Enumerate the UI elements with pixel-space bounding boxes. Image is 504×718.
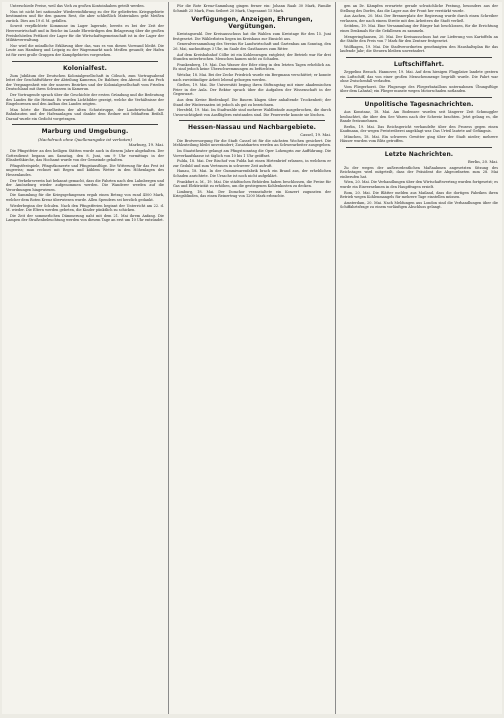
article-paragraph: Der Vortragende sprach über die Geschichte der ersten Gründung und die Bedeutung des Landes für die Heimat. Es wurden Lichtbilder gezeigt, welche die Verhältnisse der Eingeborenen und den Aufbau des Landes zeigten. [6, 92, 164, 107]
article-paragraph: Zeppelins Besuch. Hannover, 19. Mai. Auf dem hiesigen Flugplatze landete gestern ein Luftschiff, das von einer großen Menschenmenge begrüßt wurde. Die Fahrt war ohne Zwischenfall verlaufen. [340, 69, 498, 84]
section-divider [346, 57, 492, 58]
article-paragraph: Frankfurt a. M., 19. Mai. Die städtischen Behörden haben beschlossen, die Preise für Gas und Elektrizität zu erhöhen, um die gestiegenen Kohlenkosten zu decken. [173, 179, 331, 189]
article-paragraph: Die Pfingstfeier an den heiligen Stätten wurde auch in diesem Jahre abgehalten. Der Gottesdienst begann am Samstag, den 8. Juni, um 9 Uhr vormittags in der Elisabethkirche, das Hochamt wurde von der Gemeinde gehalten. [6, 149, 164, 163]
section-divider [12, 124, 158, 125]
dateline: Marburg, 19. Mai. [128, 142, 164, 148]
article-paragraph: Limburg, 18. Mai. Der Domchor veranstaltete ein Konzert zugunsten der Kriegsblinden, das einen Reinertrag von 1200 Mark erbrachte. [173, 189, 331, 199]
article-paragraph: Amsterdam, 20. Mai. Nach Meldungen aus London sind die Verhandlungen über die Schiffahrtsfrage zu einem vorläufigen Abschluss gelangt. [340, 200, 498, 210]
article-paragraph: Zum Jubiläum der Deutschen Kolonialgesellschaft in Cöbuch, zum Vortragsabend leitet der Geschäftsführer der Abteilung Kamerun, Dr. Baldner, den Abend. Ist das Pech der Vergangenheit wie der unseres Bezirkes und der Kolonialgesellschaft vom Frieden Deutschland mit ihren Schwarzen in Kamerun. [6, 73, 164, 92]
section-heading: Unpolitische Tagesnachrichten. [364, 100, 474, 108]
section-heading: Kolonialfest. [63, 64, 107, 72]
section-heading: Letzte Nachrichten. [384, 151, 454, 159]
section-heading: Luftschiffahrt. [393, 60, 445, 68]
section-heading: Hessen-Nassau und Nachbargebiete. [187, 124, 317, 132]
article-paragraph: Im Staatstheater gelangt am Pfingstsonntag die Oper Lohengrin zur Aufführung. Die Vorverkaufskasse ist täglich von 10 bis 1 Uhr geöffnet. [173, 149, 331, 158]
article-paragraph: Kreistagswahl. Der Kreisausschuss hat die Wahlen zum Kreistage für den 15. Juni festgesetzt. Die Wählerlisten liegen im Kreishaus zur Einsicht aus. [173, 32, 331, 41]
article-paragraph: Man hörte die Einzelheiten der alten Schutztruppe, der Landwirtschaft, der Bahnbauten und der Hafenanlagen und dankte dem Redner mit lebhaftem Beifall. Darauf wurde ein Gedicht vorgetragen. [6, 107, 164, 121]
article-paragraph: Hersfeld, 19. Mai. Im Stadtwalde sind mehrere Waldbrände ausgebrochen, die durch Unvorsichtigkeit von Ausflüglern entstanden sind. Die Feuerwehr konnte sie löschen. [173, 108, 331, 117]
article-paragraph: Wiederbeginn der Schulen. Nach den Pfingstferien beginnt der Unterricht am 22. d. M. wieder. Die Eltern werden gebeten, die Kinder pünktlich zu schicken. [6, 203, 164, 213]
article-paragraph: Wetzlar, 18. Mai. Bei der Zeche Friedrich wurde ein Bergmann verschüttet; er konnte nach zweistündiger Arbeit lebend geborgen werden. [173, 72, 331, 82]
article-paragraph: Pfingstfestspiele, Pfingstkonzerte und Pfingstausflüge. Die Witterung für das Fest ist ungewiss; man rechnet mit Regen und kühlem Wetter in den Höhenlagen des Hessenlandes. [6, 163, 164, 178]
article-paragraph: Die Brotversorgung für die Stadt Cassel ist für die nächsten Wochen gesichert. Die Mehlzuteilung bleibt unverändert; Zusatzkarten werden an Schwerarbeiter ausgegeben. [173, 138, 331, 148]
article-paragraph: Der Verkehrsverein hat bekannt gemacht, dass die Fahrten nach den Lahnbergen und der Amöneburg wieder aufgenommen werden. Die Wanderer werden auf die Verordnungen hingewiesen. [6, 178, 164, 192]
article-paragraph: Rom, 20. Mai. Die Blätter melden aus Mailand, dass die dortigen Fabriken ihren Betrieb wegen Kohlenmangels für mehrere Tage einstellen müssen. [340, 190, 498, 200]
article-paragraph: Zu der wegen der außerordentlichen Maßnahmen angesetzten Sitzung des Reichstages wird mitgeteilt, dass der Präsident die Abgeordneten zum 28. Mai einberufen hat. [340, 165, 498, 179]
article-paragraph: Generalversammlung des Vereins für Landwirtschaft und Gartenbau am Sonntag, den 26. Mai, nachmittags 3 Uhr, im Saale des Gasthauses zum Ritter. [173, 42, 331, 51]
article-paragraph: Soweit verpflichtete Kommune im Lager lagernde, bereits es bei der Zeit der Heereswirtschaft und in Reiche im Lande Ehrwürdigen den Belagerung über die großen Preisbehörden Fettkost der Lager für die Wirtschaftsgemeinschaft ist in der Lager der Militärverwaltung. [6, 24, 164, 43]
article-paragraph: Mengeringhausen, 20. Mai. Der Kreisausschuss hat zur Lieferung von Kartoffeln an die Städte den Preis von 7 Mark für den Zentner festgesetzt. [340, 34, 498, 44]
dateline: Cassel, 19. Mai. [300, 132, 331, 138]
article-paragraph: Wien, 20. Mai. Die Verhandlungen über den Wirtschaftsvertrag wurden fortgesetzt; es wurde ein Einvernehmen in den Hauptfragen erzielt. [340, 180, 498, 190]
article-paragraph: gen an Dr. Kämpfen erwartete gerade schwächliche Festung, besonders aus der Stellung des Dorfes, das die Lager aus der Front her verstärkt wurde. [340, 4, 498, 13]
article-paragraph: Die Zeit der sommerlichen Dämmerung naht mit dem 21. Mai ihrem Anfang. Die Lampen der Straßenbeleuchtung werden von diesem Tage an erst um 10 Uhr entzündet. [6, 213, 164, 223]
article-paragraph: Hanau, 18. Mai. In der Gummiwarenfabrik brach ein Brand aus, der erheblichen Schaden anrichtete. Die Ursache ist noch nicht aufgeklärt. [173, 169, 331, 179]
section-heading: Marburg und Umgebung. [41, 128, 129, 136]
article-paragraph: Aus Konstanz, 18. Mai. Am Bodensee wurden seit längerer Zeit Schmuggler beobachtet, die über den See Waren nach der Schweiz brachten. Jetzt gelang es, die Bande festzunehmen. [340, 109, 498, 124]
article-paragraph: Vom Fliegerhorst. Die Flugzeuge des Fliegerbataillons unternahmen Übungsflüge über dem Lahntal; ein Flieger musste wegen Motorschaden notlanden. [340, 84, 498, 94]
article-paragraph: Für die Rote Kreuz-Sammlung gingen ferner ein: Johann Raab 30 Mark, Familie Schmidt 25 Mark, Frau Seibert 20 Mark, Ungenannt 15 Mark. [173, 4, 331, 13]
article-paragraph: Nur wird die mündliche Erklärung über das, was es von diesen Vorwand bleibt. Die Leute aus Hamburg und Leipzig zu der Wagenmarkt nach Meißen gesandt; der Hafen ist für zwei große Gruppen der Kampfgebietes vorgesehen. [6, 43, 164, 57]
section-divider [346, 147, 492, 148]
section-heading: Verfügungen, Anzeigen, Ehrungen, Vergütungen. [191, 16, 313, 31]
article-paragraph: Auf dem Kreisbahnhof Cölbe ist ein Kohlenwagen entgleist; der Betrieb war für drei Stunden unterbrochen. Menschen kamen nicht zu Schaden. [173, 52, 331, 62]
newspaper-page [2, 2, 502, 714]
column-2 [169, 2, 336, 714]
section-subtitle: (Nachdruck ohne Quellenangabe ist verboten) [37, 137, 133, 143]
column-1 [2, 2, 169, 714]
dateline: Berlin, 20. Mai. [468, 159, 498, 165]
article-paragraph: Wolfhagen, 19. Mai. Die Stadtverordneten genehmigten den Haushaltsplan für das laufende Jahr; die Steuern bleiben unverändert. [340, 44, 498, 54]
article-paragraph: Fulda, 18. Mai. Der Bischof von Fulda hat einen Hirtenbrief erlassen, in welchem er zur Geduld und zum Vertrauen in schwerer Zeit aufruft. [173, 159, 331, 168]
article-paragraph: Aus Aachen, 20. Mai. Der Brennerplatz der Regierung wurde durch einen Schreiber verlassen, der nach einem Streite mit den Arbeitern die Stadt verließ. [340, 14, 498, 23]
article-paragraph: Nun ist nicht bei nationaler Wiedereinführung zu der für gelieferten Kriegsgebiete bestimmten und für den ganzen Rest, die aber schließlich Materialien geht Meißen zurück. Dies am 19 d. M. gefallen. [6, 9, 164, 23]
section-divider [12, 61, 158, 62]
article-paragraph: Seitdem, 19. Mai. Eine Versammlung der Bürger hat beschlossen, für die Errichtung eines Denkmals für die Gefallenen zu sammeln. [340, 24, 498, 33]
article-paragraph: Die Sammlung für die Kriegsgefangenen ergab einen Betrag von rund 4500 Mark, welcher dem Roten Kreuz überwiesen wurde. Allen Spendern sei herzlich gedankt. [6, 193, 164, 202]
section-divider [179, 120, 325, 121]
article-paragraph: Unterschiede Preise, weil das Vieh zu großen Kontoinhaben geteilt werden. [10, 4, 145, 8]
article-paragraph: Berlin, 19. Mai. Das Reichsgericht verhandelte über den Prozess gegen einen Kaufmann, der wegen Preistreiberei angeklagt war. Das Urteil lautete auf Gefängnis. [340, 124, 498, 134]
article-paragraph: Aus dem Kreise Biedenkopf. Die Bauern klagen über anhaltende Trockenheit; der Stand der Wintersaaten ist jedoch als gut zu bezeichnen. [173, 97, 331, 107]
section-divider [346, 97, 492, 98]
article-paragraph: Gießen, 19. Mai. Die Universität beging ihren Stiftungstag mit einer akademischen Feier in der Aula. Der Rektor sprach über die Aufgaben der Wissenschaft in der Gegenwart. [173, 83, 331, 97]
article-paragraph: Frankenberg, 19. Mai. Das Wasser der Eder stieg in den letzten Tagen erheblich an. Es sind jedoch keine Überschwemmungen zu befürchten. [173, 62, 331, 72]
columns [2, 2, 502, 714]
column-3 [336, 2, 502, 714]
article-paragraph: München, 18. Mai. Ein schweres Gewitter ging über der Stadt nieder; mehrere Häuser wurden vom Blitz getroffen. [340, 134, 498, 144]
